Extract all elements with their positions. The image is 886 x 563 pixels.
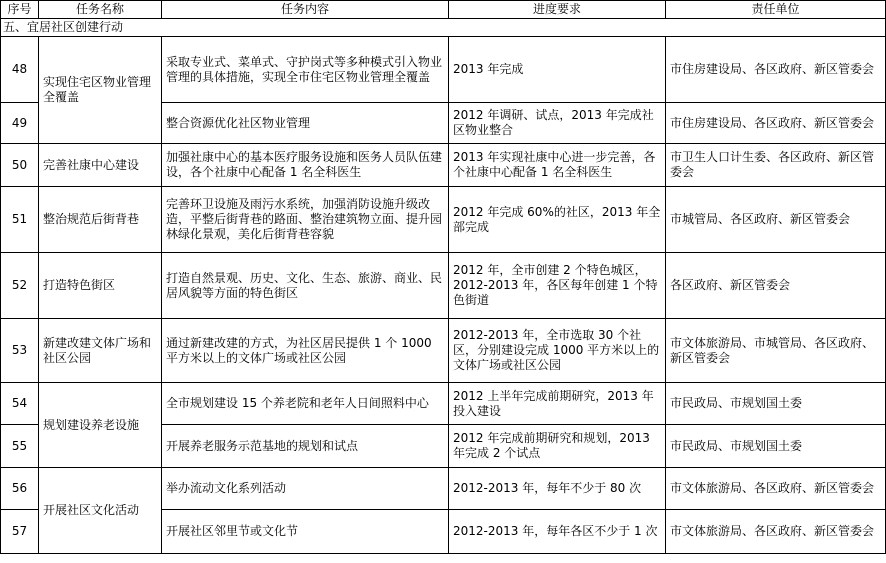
task-progress: 2013 年完成	[449, 37, 666, 103]
row-number: 52	[1, 253, 39, 319]
task-name: 规划建设养老设施	[39, 383, 162, 468]
task-progress: 2012 年完成 60%的社区，2013 年全部完成	[449, 187, 666, 253]
task-progress: 2012-2013 年，每年各区不少于 1 次	[449, 510, 666, 554]
section-row	[1, 19, 886, 37]
header-unit: 责任单位	[666, 1, 886, 19]
task-unit: 市城管局、各区政府、新区管委会	[666, 187, 886, 253]
row-number: 55	[1, 425, 39, 468]
task-progress: 2013 年实现社康中心进一步完善，各个社康中心配备 1 名全科医生	[449, 144, 666, 187]
task-progress: 2012 上半年完成前期研究，2013 年投入建设	[449, 383, 666, 425]
row-number: 50	[1, 144, 39, 187]
task-progress: 2012 年，全市创建 2 个特色城区，2012-2013 年，各区每年创建 1 个特色街道	[449, 253, 666, 319]
table-row	[1, 253, 886, 319]
task-content: 开展社区邻里节或文化节	[162, 510, 449, 554]
table-row	[1, 319, 886, 383]
task-progress: 2012 年完成前期研究和规划，2013 年完成 2 个试点	[449, 425, 666, 468]
row-number: 56	[1, 468, 39, 510]
task-progress: 2012-2013 年，每年不少于 80 次	[449, 468, 666, 510]
task-unit: 市文体旅游局、各区政府、新区管委会	[666, 510, 886, 554]
section-title: 五、宜居社区创建行动	[1, 19, 886, 37]
task-unit: 市文体旅游局、市城管局、各区政府、新区管委会	[666, 319, 886, 383]
task-name: 打造特色街区	[39, 253, 162, 319]
row-number: 49	[1, 103, 39, 144]
task-content: 完善环卫设施及雨污水系统，加强消防设施升级改造，平整后街背巷的路面、整治建筑物立面、提升园林绿化景观，美化后街背巷容貌	[162, 187, 449, 253]
task-unit: 市文体旅游局、各区政府、新区管委会	[666, 468, 886, 510]
task-name: 开展社区文化活动	[39, 468, 162, 554]
task-progress: 2012-2013 年，全市选取 30 个社区，分别建设完成 1000 平方米以上的文体广场或社区公园	[449, 319, 666, 383]
header-progress: 进度要求	[449, 1, 666, 19]
header-row	[1, 1, 886, 19]
task-content: 通过新建改建的方式，为社区居民提供 1 个 1000 平方米以上的文体广场或社区公园	[162, 319, 449, 383]
task-unit: 市卫生人口计生委、各区政府、新区管委会	[666, 144, 886, 187]
task-content: 打造自然景观、历史、文化、生态、旅游、商业、民居风貌等方面的特色街区	[162, 253, 449, 319]
table-row	[1, 37, 886, 103]
task-unit: 市民政局、市规划国土委	[666, 383, 886, 425]
task-progress: 2012 年调研、试点，2013 年完成社区物业整合	[449, 103, 666, 144]
task-content: 采取专业式、菜单式、守护岗式等多种模式引入物业管理的具体措施，实现全市住宅区物业管理全覆盖	[162, 37, 449, 103]
row-number: 54	[1, 383, 39, 425]
row-number: 51	[1, 187, 39, 253]
row-number: 53	[1, 319, 39, 383]
task-content: 开展养老服务示范基地的规划和试点	[162, 425, 449, 468]
row-number: 57	[1, 510, 39, 554]
task-content: 全市规划建设 15 个养老院和老年人日间照料中心	[162, 383, 449, 425]
header-name: 任务名称	[39, 1, 162, 19]
task-content: 举办流动文化系列活动	[162, 468, 449, 510]
task-unit: 市住房建设局、各区政府、新区管委会	[666, 37, 886, 103]
task-content: 整合资源优化社区物业管理	[162, 103, 449, 144]
table-row	[1, 468, 886, 510]
task-name: 实现住宅区物业管理全覆盖	[39, 37, 162, 144]
header-seq: 序号	[1, 1, 39, 19]
table-row	[1, 144, 886, 187]
task-name: 整治规范后街背巷	[39, 187, 162, 253]
task-name: 完善社康中心建设	[39, 144, 162, 187]
header-content: 任务内容	[162, 1, 449, 19]
task-unit: 各区政府、新区管委会	[666, 253, 886, 319]
table-row	[1, 187, 886, 253]
row-number: 48	[1, 37, 39, 103]
task-unit: 市民政局、市规划国土委	[666, 425, 886, 468]
task-unit: 市住房建设局、各区政府、新区管委会	[666, 103, 886, 144]
table-row	[1, 383, 886, 425]
task-name: 新建改建文体广场和社区公园	[39, 319, 162, 383]
task-content: 加强社康中心的基本医疗服务设施和医务人员队伍建设，各个社康中心配备 1 名全科医生	[162, 144, 449, 187]
